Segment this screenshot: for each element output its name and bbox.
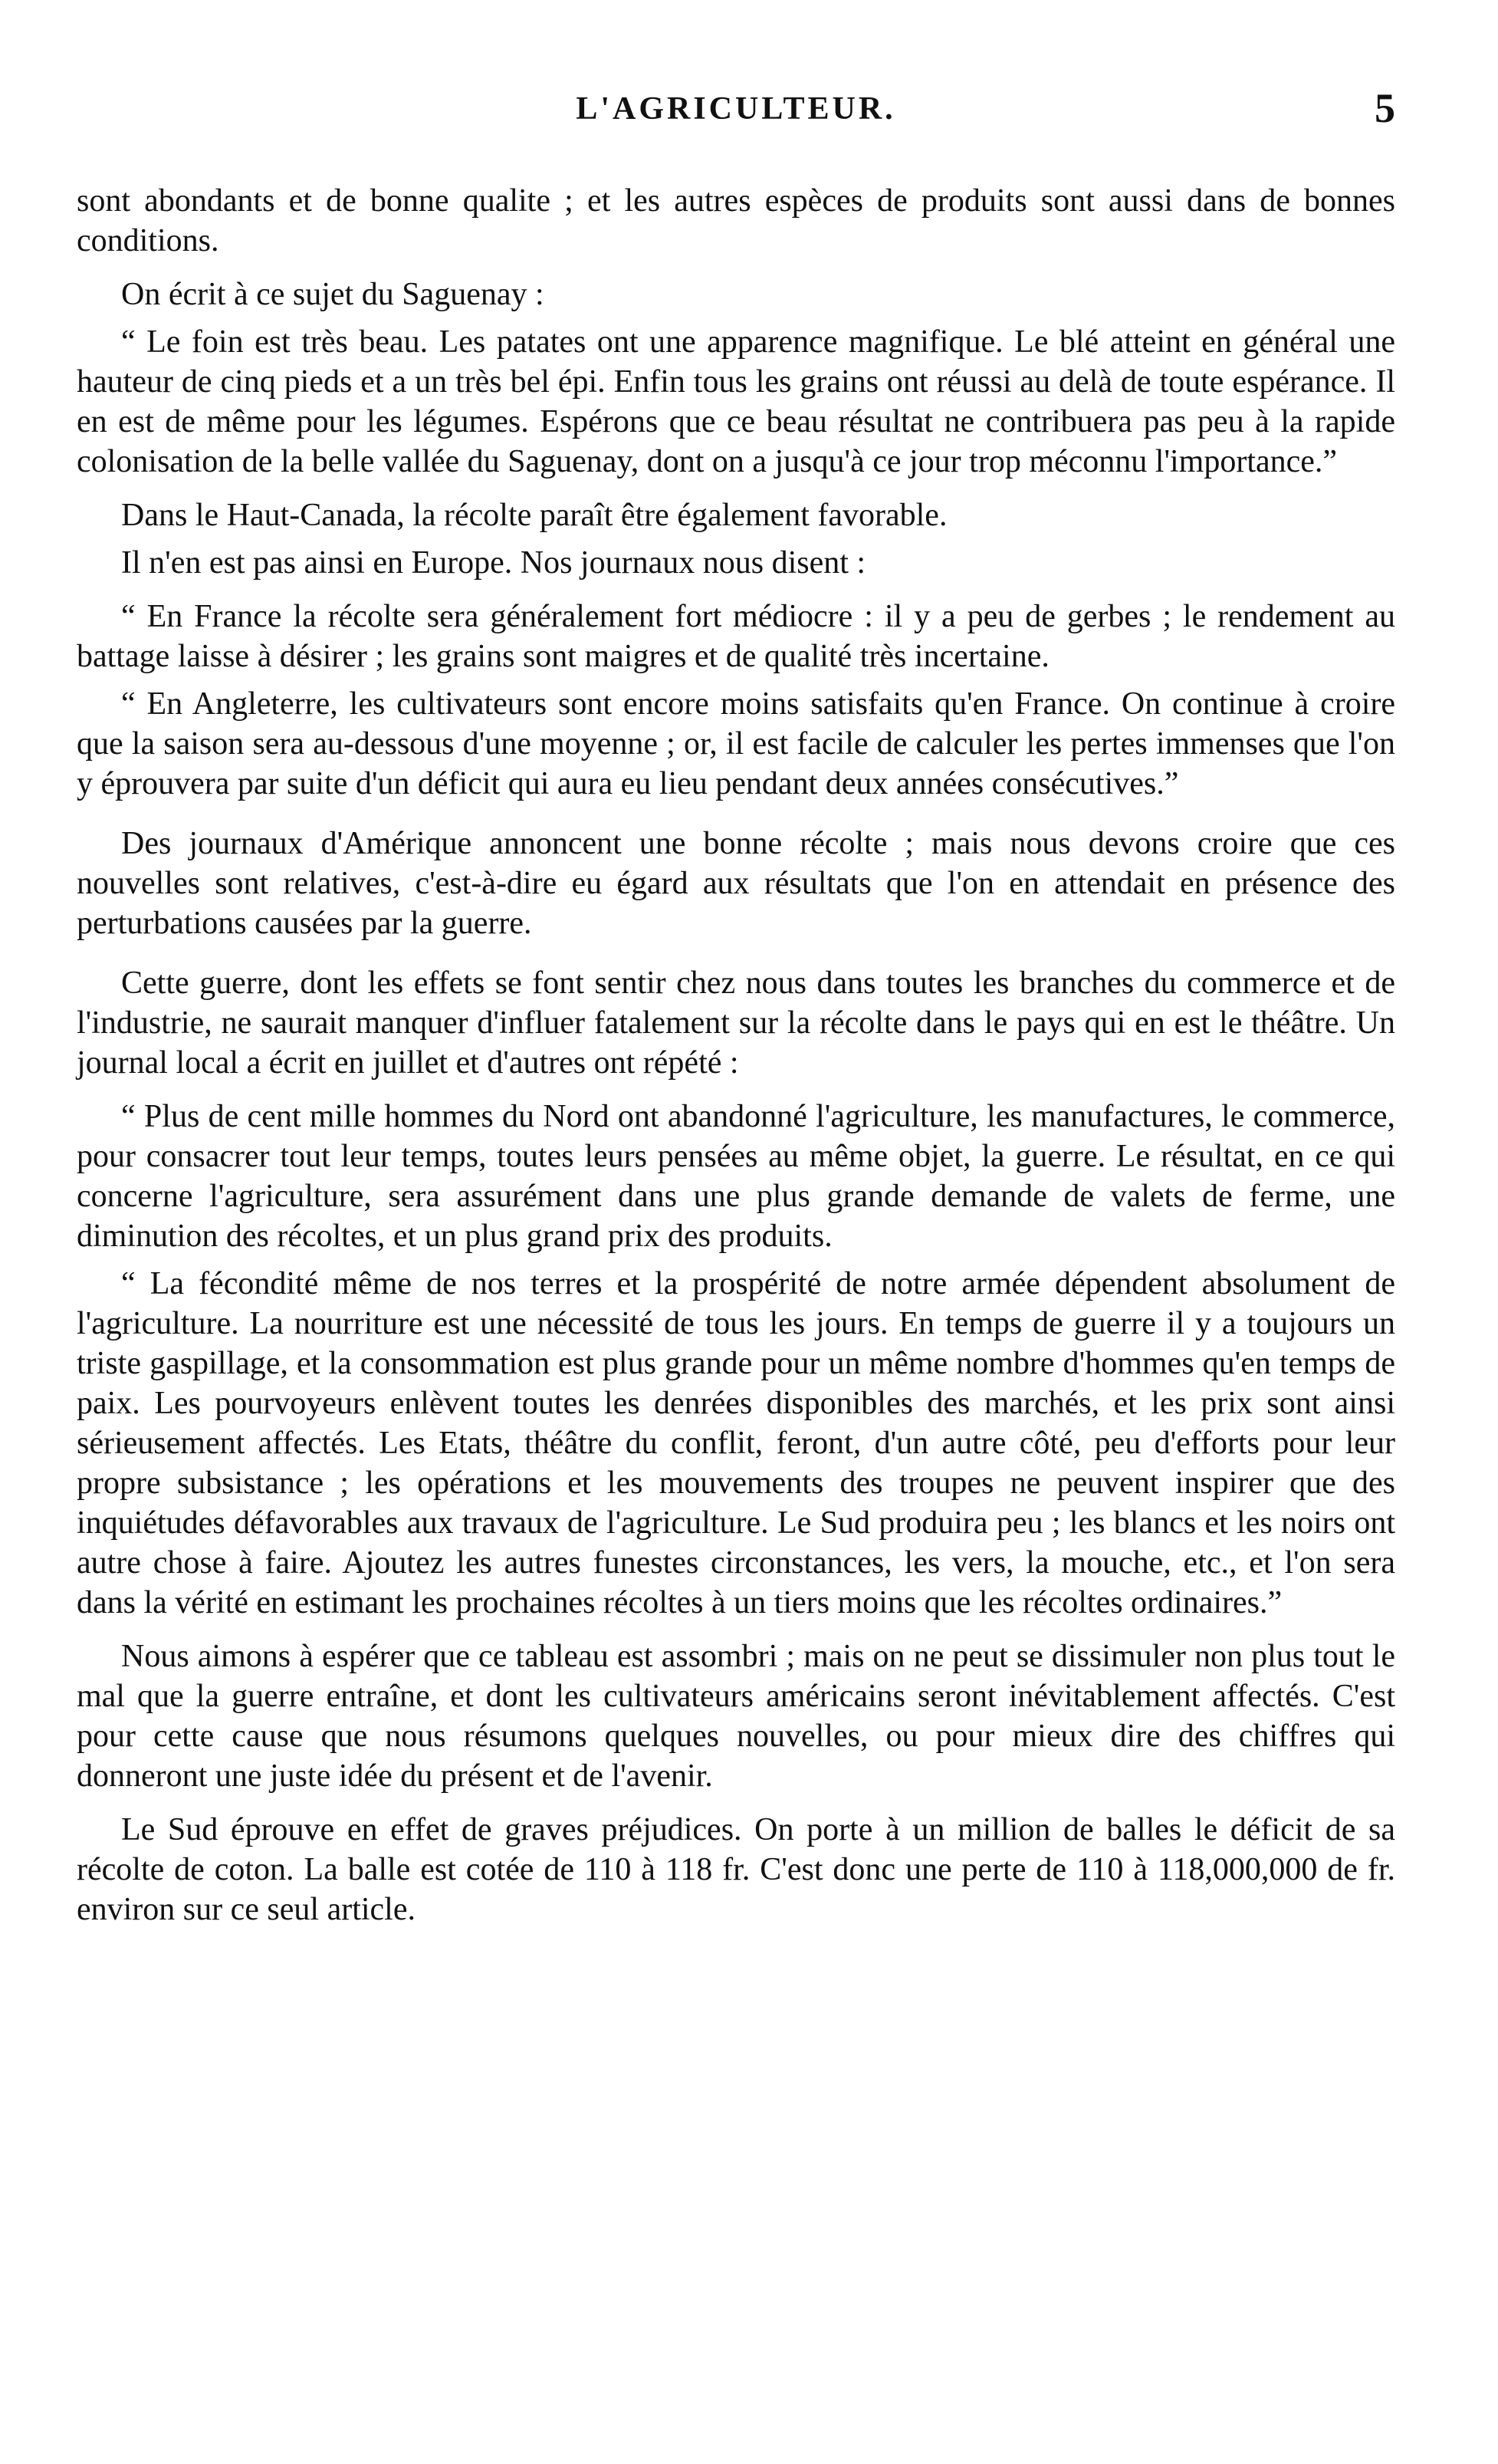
paragraph: Il n'en est pas ainsi en Europe. Nos journaux nous disent : <box>121 545 866 581</box>
paragraph: Dans le Haut-Canada, la récolte paraît être également favorable. <box>121 498 948 533</box>
paragraph: Le Sud éprouve en effet de graves préjudices. On porte à un million de balles le déficit de sa récolte de coton. La balle est cotée de 110 à 118 fr. C'est donc une perte de 110 à 118,000,000 de fr. environ sur ce seul article. <box>77 1812 1395 1927</box>
paragraph: sont abondants et de bonne qualite ; et les autres espèces de produits sont aussi dans de bonnes conditions. <box>77 183 1395 258</box>
body-text <box>77 181 1395 1929</box>
quoted-paragraph: “ En France la récolte sera généralement fort médiocre : il y a peu de gerbes ; le rendement au battage laisse à désirer ; les grains sont maigres et de qualité très incertaine. <box>77 599 1395 674</box>
paragraph: Nous aimons à espérer que ce tableau est assombri ; mais on ne peut se dissimuler non plus tout le mal que la guerre entraîne, et dont les cultivateurs américains seront inévitablement affectés. C'est pour cette cause que nous résumons quelques nouvelles, ou pour mieux dire des chiffres qui donneront une juste idée du présent et de l'avenir. <box>77 1639 1395 1794</box>
page-header <box>77 85 1395 144</box>
paragraph: Cette guerre, dont les effets se font sentir chez nous dans toutes les branches du commerce et de l'industrie, ne saurait manquer d'influer fatalement sur la récolte dans le pays qui en est le théâtre. Un journal local a écrit en juillet et d'autres ont répété : <box>77 966 1395 1081</box>
running-head: L'AGRICULTEUR. <box>576 91 896 127</box>
quoted-paragraph: “ En Angleterre, les cultivateurs sont encore moins satisfaits qu'en France. On continue à croire que la saison sera au-dessous d'une moyenne ; or, il est facile de calculer les pertes immenses que l'on y éprouvera par suite d'un déficit qui aura eu lieu pendant deux années consécutives.” <box>77 686 1395 801</box>
paragraph: On écrit à ce sujet du Saguenay : <box>121 277 544 312</box>
quoted-paragraph: “ La fécondité même de nos terres et la prospérité de notre armée dépendent absolument de l'agriculture. La nourriture est une nécessité de tous les jours. En temps de guerre il y a toujours un triste gaspillage, et la consommation est plus grande pour un même nombre d'hommes qu'en temps de paix. Les pourvoyeurs enlèvent toutes les denrées disponibles des marchés, et les prix sont ainsi sérieusement affectés. Les Etats, théâtre du conflit, feront, d'un autre côté, peu d'efforts pour leur propre subsistance ; les opérations et les mouvements des troupes ne peuvent inspirer que des inquiétudes défavorables aux travaux de l'agriculture. Le Sud produira peu ; les blancs et les noirs ont autre chose à faire. Ajoutez les autres funestes circonstances, les vers, la mouche, etc., et l'on sera dans la vérité en estimant les prochaines récoltes à un tiers moins que les récoltes ordinaires.” <box>77 1266 1395 1620</box>
quoted-paragraph: “ Plus de cent mille hommes du Nord ont abandonné l'agriculture, les manufactures, le commerce, pour consacrer tout leur temps, toutes leurs pensées au même objet, la guerre. Le résultat, en ce qui concerne l'agriculture, sera assurément dans une plus grande demande de valets de ferme, une diminution des récoltes, et un plus grand prix des produits. <box>77 1099 1395 1254</box>
page-number: 5 <box>1375 85 1395 131</box>
quoted-paragraph: “ Le foin est très beau. Les patates ont une apparence magnifique. Le blé atteint en général une hauteur de cinq pieds et a un très bel épi. Enfin tous les grains ont réussi au delà de toute espérance. Il en est de même pour les légumes. Espérons que ce beau résultat ne contribuera pas peu à la rapide colonisation de la belle vallée du Saguenay, dont on a jusqu'à ce jour trop méconnu l'importance.” <box>77 324 1395 479</box>
paragraph: Des journaux d'Amérique annoncent une bonne récolte ; mais nous devons croire que ces nouvelles sont relatives, c'est-à-dire eu égard aux résultats que l'on en attendait en présence des perturbations causées par la guerre. <box>77 826 1395 941</box>
